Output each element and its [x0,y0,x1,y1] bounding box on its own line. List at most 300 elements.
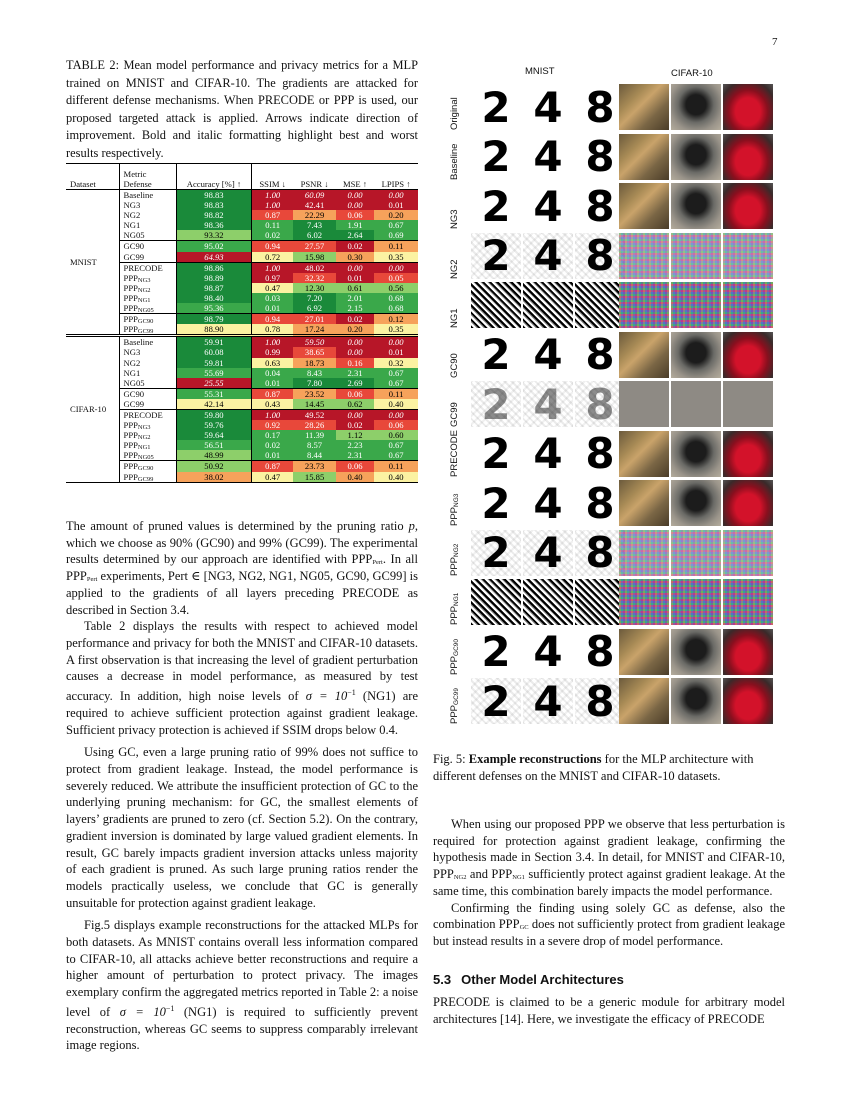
mnist-reconstruction: 4 [523,183,573,229]
cell-acc: 98.86 [176,262,251,273]
cell-mse: 1.91 [336,220,374,230]
cifar-reconstruction [619,84,669,130]
cell-acc: 88.90 [176,324,251,336]
cell-mse: 2.64 [336,230,374,241]
cell-acc: 98.83 [176,200,251,210]
cifar-reconstruction [723,431,773,477]
cell-mse: 0.06 [336,388,374,399]
cifar-reconstruction [723,381,773,427]
table-row [66,358,418,368]
defense-name: $PPP_{NG05}$ [119,303,176,314]
cell-mse: 0.06 [336,210,374,220]
defense-name: PRECODE [119,409,176,420]
cell-psnr: 15.85 [293,472,336,483]
cell-lpips: 0.35 [374,252,418,263]
cell-mse: 0.20 [336,324,374,336]
mnist-reconstruction: 4 [523,480,573,526]
mnist-reconstruction [471,579,521,625]
cell-psnr: 48.02 [293,262,336,273]
mnist-reconstruction [471,282,521,328]
cifar-reconstruction [723,332,773,378]
cell-mse: 0.01 [336,273,374,283]
cifar-reconstruction [671,134,721,180]
row-label: NG1 [449,308,460,328]
cell-ssim: 0.04 [252,368,294,378]
defense-name: NG3 [119,200,176,210]
cell-lpips: 0.01 [374,347,418,357]
col-mse: MSE ↑ [342,178,368,189]
table-row [66,303,418,314]
dataset-name: MNIST [66,190,119,336]
table-row [66,399,418,410]
cell-ssim: 0.87 [252,388,294,399]
cell-acc: 25.55 [176,378,251,389]
cell-lpips: 0.05 [374,273,418,283]
mnist-reconstruction: 8 [575,431,625,477]
cell-lpips: 0.00 [374,190,418,201]
mnist-reconstruction: 2 [471,530,521,576]
cifar-reconstruction [671,629,721,675]
cifar-reconstruction [619,579,669,625]
cell-acc: 55.31 [176,388,251,399]
cell-ssim: 0.01 [252,378,294,389]
table-row [66,314,418,325]
cell-mse: 0.40 [336,472,374,483]
figure-5 [433,60,785,740]
cell-ssim: 0.47 [252,472,294,483]
col-accuracy: Accuracy [%] ↑ [176,164,251,190]
cell-psnr: 27.01 [293,314,336,325]
cell-lpips: 0.60 [374,430,418,440]
cell-mse: 0.02 [336,420,374,430]
cell-mse: 0.00 [336,409,374,420]
cell-acc: 98.87 [176,283,251,293]
table-row [66,347,418,357]
mnist-reconstruction: 2 [471,84,521,130]
table-row [66,283,418,293]
row-label: NG3 [449,209,460,229]
defense-name: $PPP_{NG3}$ [119,420,176,430]
mnist-reconstruction: 4 [523,678,573,724]
cell-ssim: 0.97 [252,273,294,283]
cell-psnr: 32.32 [293,273,336,283]
cell-ssim: 1.00 [252,190,294,201]
cell-acc: 59.76 [176,420,251,430]
cell-psnr: 59.50 [293,336,336,348]
col-metric: Metric [123,168,147,179]
cell-psnr: 7.43 [293,220,336,230]
cell-mse: 0.62 [336,399,374,410]
cell-ssim: 0.02 [252,440,294,450]
cell-ssim: 0.02 [252,230,294,241]
cell-acc: 98.83 [176,190,251,201]
paragraph: When using our proposed PPP we observe that less perturbation is required for protection against gradient leakage, confirming the hypothesis made in Section 3.4. In detail, for MNIST and CIFAR-10, $PPP_{NG2}$ and $PPP_{NG1}$ sufficiently protect against gradient leakage. At the same time, this combination barely impacts the model performance. [433,817,786,898]
mnist-reconstruction [575,579,625,625]
cell-acc: 59.91 [176,336,251,348]
cell-ssim: 0.94 [252,241,294,252]
cell-mse: 2.15 [336,303,374,314]
cifar-reconstruction [723,233,773,279]
cell-psnr: 49.52 [293,409,336,420]
defense-name: Baseline [119,336,176,348]
col-defense: Defense [123,178,152,189]
cell-mse: 2.31 [336,368,374,378]
defense-name: Baseline [119,190,176,201]
table-row [66,420,418,430]
cifar-reconstruction [723,579,773,625]
cell-ssim: 0.87 [252,461,294,472]
table-row [66,368,418,378]
results-table [66,163,418,483]
cifar-reconstruction [723,282,773,328]
cifar-reconstruction [671,678,721,724]
table-row [66,430,418,440]
table-row [66,252,418,263]
table-row [66,200,418,210]
mnist-reconstruction: 8 [575,381,625,427]
mnist-reconstruction: 8 [575,332,625,378]
cell-lpips: 0.01 [374,200,418,210]
cell-psnr: 11.39 [293,430,336,440]
paragraph: Table 2 displays the results with respect to achieved model performance and privacy for both the MNIST and CIFAR-10 datasets. A first observation is that increasing the level of gradient perturbation causes a decrease in model performance, as measured by test accuracy. In addition, high noise levels of $\sigma = 10^{-1}$ (NG1) are required to achieve sufficient protection against gradient leakage. Sufficient privacy protection is achieved if SSIM drops below 0.4. [66,619,419,737]
row-label: GC90 [449,352,460,378]
cell-ssim: 0.72 [252,252,294,263]
cell-acc: 95.02 [176,241,251,252]
cell-acc: 98.40 [176,293,251,303]
cell-lpips: 0.00 [374,336,418,348]
mnist-reconstruction: 2 [471,629,521,675]
cifar-reconstruction [619,233,669,279]
cell-ssim: 0.01 [252,303,294,314]
mnist-reconstruction: 4 [523,530,573,576]
cell-acc: 50.92 [176,461,251,472]
cell-acc: 38.02 [176,472,251,483]
cell-mse: 0.00 [336,190,374,201]
cell-mse: 2.31 [336,450,374,461]
cell-acc: 59.64 [176,430,251,440]
page-number: 7 [772,36,778,48]
cifar-reconstruction [671,431,721,477]
cell-lpips: 0.20 [374,210,418,220]
table-row [66,409,418,420]
mnist-reconstruction: 8 [575,530,625,576]
cell-ssim: 1.00 [252,200,294,210]
mnist-reconstruction [523,282,573,328]
left-column-text [66,518,418,1054]
cell-lpips: 0.00 [374,409,418,420]
cell-ssim: 0.87 [252,210,294,220]
row-label: $PPP_{NG1}$ [449,592,460,625]
cifar-reconstruction [723,530,773,576]
cell-ssim: 1.00 [252,409,294,420]
cell-acc: 95.36 [176,303,251,314]
defense-name: $PPP_{NG1}$ [119,293,176,303]
cell-lpips: 0.67 [374,378,418,389]
table-row [66,336,418,348]
cell-psnr: 12.30 [293,283,336,293]
cell-lpips: 0.11 [374,461,418,472]
table-row [66,472,418,483]
table-row [66,190,418,201]
mnist-reconstruction: 8 [575,233,625,279]
defense-name: NG3 [119,347,176,357]
mnist-reconstruction [523,579,573,625]
cell-acc: 48.99 [176,450,251,461]
table-row [66,220,418,230]
defense-name: GC99 [119,252,176,263]
table-row [66,230,418,241]
figure-caption-bold: Example reconstructions [468,752,602,766]
cell-lpips: 0.11 [374,241,418,252]
mnist-reconstruction: 8 [575,678,625,724]
row-label: $PPP_{NG3}$ [449,493,460,526]
mnist-reconstruction: 2 [471,480,521,526]
table-row [66,241,418,252]
mnist-group [66,190,418,336]
cell-mse: 0.00 [336,262,374,273]
paragraph: Confirming the finding using solely GC as defense, also the combination $PPP_{GC}$ does not sufficiently protect from gradient leakage but instead results in a severe drop of model performance. [433,900,786,948]
cifar-reconstruction [619,629,669,675]
cell-psnr: 8.43 [293,368,336,378]
right-column-text [433,816,785,1028]
col-dataset: Dataset [66,164,119,190]
cell-acc: 60.08 [176,347,251,357]
cifar-reconstruction [723,678,773,724]
defense-name: PRECODE [119,262,176,273]
cell-ssim: 0.11 [252,220,294,230]
cell-acc: 64.93 [176,252,251,263]
cell-psnr: 38.65 [293,347,336,357]
cell-acc: 59.80 [176,409,251,420]
cell-psnr: 23.52 [293,388,336,399]
mnist-label: MNIST [525,66,555,77]
paragraph: Fig.5 displays example reconstructions for the attacked MLPs for both datasets. As MNIST contains overall less information compared to CIFAR-10, all attacks achieve better reconstructions and require a higher amount of perturbation to protect privacy. The images exemplary confirm the aggregated metrics reported in Table 2: a noise level of $\sigma = 10^{-1}$ (NG1) is required to sufficiently prevent reconstruction, whereas GC seems to suppress comparably irrelevant image regions. [66,918,418,1053]
paragraph: Using GC, even a large pruning ratio of 99% does not suffice to protect from gradient leakage. Instead, the model performance is severely reduced. We attribute the insufficient protection of GC to the underlying pruning mechanism: for GC, the smallest elements of layers’ gradients are pruned to zero (cf. Section 5.2). On the contrary, gradient inversion is dominated by large valued gradient elements. In result, GC barely impacts gradient inversion attacks unless majority of each gradient is pruned. As such large pruning ratios render the models practically useless, we conclude that GC is generally unsuitable for protection against gradient leakage. [66,745,418,910]
cell-acc: 98.79 [176,314,251,325]
table-row [66,461,418,472]
mnist-reconstruction: 8 [575,629,625,675]
cifar-reconstruction [723,629,773,675]
cell-ssim: 0.01 [252,450,294,461]
cell-ssim: 0.94 [252,314,294,325]
section-heading: 5.3 Other Model Architectures [433,971,624,987]
cifar-label: CIFAR-10 [671,68,713,79]
cifar-reconstruction [671,183,721,229]
cell-ssim: 1.00 [252,262,294,273]
cell-ssim: 0.63 [252,358,294,368]
dataset-name: CIFAR-10 [66,336,119,482]
cifar-reconstruction [723,183,773,229]
cell-lpips: 0.11 [374,388,418,399]
cell-ssim: 0.47 [252,283,294,293]
cell-lpips: 0.67 [374,220,418,230]
cell-ssim: 1.00 [252,336,294,348]
table-row [66,262,418,273]
mnist-reconstruction: 2 [471,134,521,180]
cell-psnr: 28.26 [293,420,336,430]
table-row [66,293,418,303]
row-label: PRECODE [449,429,460,477]
cifar-reconstruction [671,282,721,328]
cell-lpips: 0.56 [374,283,418,293]
row-label: $PPP_{NG2}$ [449,543,460,576]
cifar-reconstruction [619,332,669,378]
cell-psnr: 22.29 [293,210,336,220]
row-label: $PPP_{GC90}$ [449,638,460,675]
col-psnr: PSNR ↓ [300,178,329,189]
defense-name: NG1 [119,368,176,378]
defense-name: $PPP_{GC99}$ [119,472,176,483]
mnist-reconstruction: 4 [523,233,573,279]
cell-ssim: 0.43 [252,399,294,410]
cell-psnr: 17.24 [293,324,336,336]
cell-mse: 0.00 [336,200,374,210]
cifar-reconstruction [671,84,721,130]
row-label: GC99 [449,402,460,427]
cell-lpips: 0.12 [374,314,418,325]
cifar-reconstruction [619,678,669,724]
mnist-reconstruction: 8 [575,84,625,130]
cell-lpips: 0.69 [374,230,418,241]
cell-mse: 0.30 [336,252,374,263]
mnist-reconstruction: 4 [523,134,573,180]
cell-psnr: 6.92 [293,303,336,314]
cell-ssim: 0.99 [252,347,294,357]
table-row [66,388,418,399]
cell-psnr: 60.09 [293,190,336,201]
mnist-reconstruction: 8 [575,134,625,180]
cifar-reconstruction [671,381,721,427]
cell-ssim: 0.92 [252,420,294,430]
figure-caption: Fig. 5: Example reconstructions for the MLP architecture with different defenses on the MNIST and CIFAR-10 datasets. [433,752,754,783]
defense-name: $PPP_{GC90}$ [119,461,176,472]
cell-psnr: 42.41 [293,200,336,210]
cell-acc: 93.32 [176,230,251,241]
cell-ssim: 0.17 [252,430,294,440]
table-row [66,440,418,450]
defense-name: NG1 [119,220,176,230]
mnist-reconstruction: 2 [471,381,521,427]
cell-mse: 0.02 [336,314,374,325]
cell-mse: 0.61 [336,283,374,293]
cell-psnr: 23.73 [293,461,336,472]
defense-name: $PPP_{NG1}$ [119,440,176,450]
mnist-reconstruction: 8 [575,183,625,229]
cell-psnr: 15.98 [293,252,336,263]
col-metric-defense [119,164,176,190]
col-ssim: SSIM ↓ [259,178,286,189]
cell-psnr: 7.20 [293,293,336,303]
cell-ssim: 0.78 [252,324,294,336]
cell-lpips: 0.67 [374,450,418,461]
cell-mse: 0.06 [336,461,374,472]
defense-name: $PPP_{NG3}$ [119,273,176,283]
mnist-reconstruction: 4 [523,84,573,130]
cell-mse: 0.16 [336,358,374,368]
defense-name: $PPP_{GC90}$ [119,314,176,325]
cell-lpips: 0.32 [374,358,418,368]
cell-acc: 42.14 [176,399,251,410]
cell-mse: 0.00 [336,336,374,348]
cifar-reconstruction [619,381,669,427]
cell-psnr: 8.57 [293,440,336,450]
cell-acc: 98.36 [176,220,251,230]
cell-lpips: 0.67 [374,440,418,450]
cifar-reconstruction [723,134,773,180]
cell-lpips: 0.67 [374,368,418,378]
cifar-reconstruction [619,530,669,576]
cell-acc: 56.51 [176,440,251,450]
mnist-reconstruction: 2 [471,183,521,229]
cifar-reconstruction [671,530,721,576]
cell-mse: 0.00 [336,347,374,357]
row-label: $PPP_{GC99}$ [449,688,460,724]
cell-lpips: 0.06 [374,420,418,430]
cell-psnr: 6.02 [293,230,336,241]
mnist-reconstruction: 2 [471,332,521,378]
defense-name: NG05 [119,378,176,389]
cifar-reconstruction [671,579,721,625]
cell-lpips: 0.40 [374,399,418,410]
cell-mse: 2.01 [336,293,374,303]
defense-name: GC99 [119,399,176,410]
cifar-reconstruction [671,480,721,526]
cifar-reconstruction [723,84,773,130]
table-caption: TABLE 2: Mean model performance and privacy metrics for a MLP trained on MNIST and CIFAR-10. The gradients are attacked for different defense mechanisms. When PRECODE or PPP is used, our proposed targeted attack is applied. Arrows indicate direction of improvement. Bold and italic formatting highlight best and worst results respectively. [66,58,418,160]
cell-lpips: 0.68 [374,293,418,303]
mnist-reconstruction: 4 [523,332,573,378]
cifar-reconstruction [619,431,669,477]
row-label: Baseline [449,143,460,180]
table-row [66,324,418,336]
defense-name: GC90 [119,241,176,252]
table-row [66,378,418,389]
row-label: Original [449,97,460,130]
cell-mse: 0.02 [336,241,374,252]
cell-psnr: 27.57 [293,241,336,252]
mnist-reconstruction: 4 [523,629,573,675]
mnist-reconstruction: 4 [523,431,573,477]
cell-mse: 2.69 [336,378,374,389]
defense-name: NG2 [119,210,176,220]
paragraph: The amount of pruned values is determined by the pruning ratio p, which we choose as 90% (GC90) and 99% (GC99). The experimental results determined by our approach are identified with $PPP_{Pert}$. In all $PPP_{Pert}$ experiments, Pert ∈ [NG3, NG2, NG1, NG05, GC90, GC99] is applied to the gradients of all layers preceding PRECODE as described in Section 3.4. [66,519,418,617]
defense-name: NG2 [119,358,176,368]
col-lpips: LPIPS ↑ [381,178,411,189]
cell-acc: 55.69 [176,368,251,378]
cell-psnr: 8.44 [293,450,336,461]
mnist-reconstruction [575,282,625,328]
cifar-reconstruction [671,233,721,279]
cifar-reconstruction [671,332,721,378]
cell-lpips: 0.35 [374,324,418,336]
defense-name: $PPP_{NG2}$ [119,283,176,293]
mnist-reconstruction: 2 [471,431,521,477]
cell-psnr: 7.80 [293,378,336,389]
paragraph: PRECODE is claimed to be a generic module for arbitrary model architectures [14]. Here, we investigate the efficacy of PRECODE [433,995,785,1027]
cell-lpips: 0.00 [374,262,418,273]
cifar-group [66,336,418,482]
cifar-reconstruction [619,134,669,180]
cell-psnr: 14.45 [293,399,336,410]
cell-acc: 98.89 [176,273,251,283]
mnist-reconstruction: 2 [471,678,521,724]
cifar-reconstruction [619,282,669,328]
table-row [66,273,418,283]
mnist-reconstruction: 2 [471,233,521,279]
cell-lpips: 0.40 [374,472,418,483]
cell-lpips: 0.68 [374,303,418,314]
cell-psnr: 18.73 [293,358,336,368]
